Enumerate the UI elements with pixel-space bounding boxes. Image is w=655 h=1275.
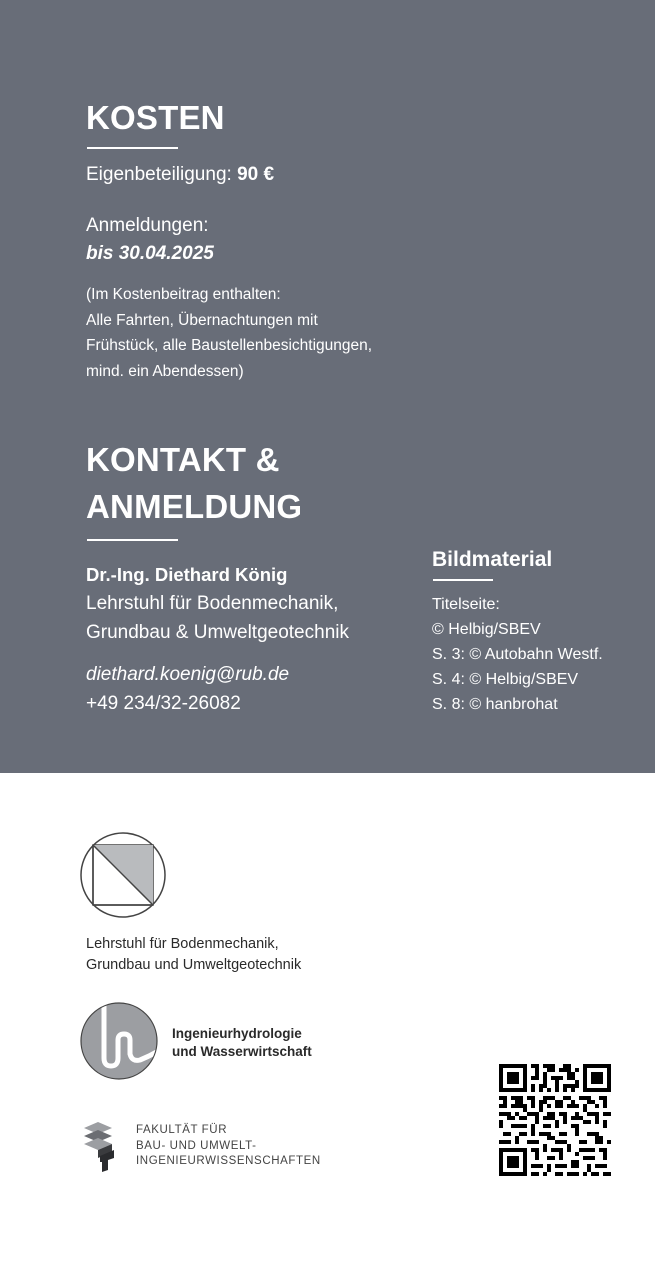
contact-chair-line2: Grundbau & Umweltgeotechnik	[86, 622, 349, 643]
kosten-note	[86, 282, 372, 384]
lehrstuhl-logo-text	[86, 934, 301, 976]
contact-phone: +49 234/32-26082	[86, 693, 241, 714]
kosten-note-line: mind. ein Abendessen)	[86, 362, 244, 380]
faculty-logo-icon	[84, 1122, 128, 1172]
kontakt-heading-line2: ANMELDUNG	[86, 488, 303, 525]
eigenbeteiligung-value: 90 €	[237, 164, 275, 185]
credit-line: S. 8: © hanbrohat	[432, 696, 558, 713]
hydro-line: und Wasserwirtschaft	[172, 1044, 312, 1059]
credit-line: S. 4: © Helbig/SBEV	[432, 671, 579, 688]
hydro-line: Ingenieurhydrologie	[172, 1026, 302, 1041]
faculty-line: FAKULTÄT FÜR	[136, 1124, 228, 1136]
eigenbeteiligung-label: Eigenbeteiligung:	[86, 164, 232, 185]
bildmaterial-credits	[432, 592, 603, 717]
kosten-rule	[87, 147, 178, 149]
kosten-note-line: (Im Kostenbeitrag enthalten:	[86, 286, 281, 303]
kosten-note-line: Frühstück, alle Baustellenbesichtigungen,	[86, 337, 373, 354]
anmeldungen-deadline: bis 30.04.2025	[86, 243, 214, 264]
kontakt-rule	[87, 539, 178, 541]
qr-code-icon[interactable]	[499, 1064, 611, 1176]
credit-line: © Helbig/SBEV	[432, 621, 541, 638]
lehrstuhl-line: Grundbau und Umweltgeotechnik	[86, 957, 302, 973]
contact-email-link[interactable]: diethard.koenig@rub.de	[86, 664, 290, 685]
hydrology-logo-text	[172, 1025, 312, 1061]
kontakt-heading-line1: KONTAKT &	[86, 441, 280, 478]
anmeldungen-label: Anmeldungen:	[86, 215, 209, 236]
contact-chair-line1: Lehrstuhl für Bodenmechanik,	[86, 593, 339, 614]
lehrstuhl-logo-icon	[78, 830, 170, 920]
kosten-heading: KOSTEN	[86, 99, 225, 136]
eigenbeteiligung-line	[86, 164, 274, 186]
kosten-note-line: Alle Fahrten, Übernachtungen mit	[86, 311, 318, 329]
faculty-line: INGENIEURWISSENSCHAFTEN	[136, 1155, 321, 1167]
faculty-line: BAU- UND UMWELT-	[136, 1139, 257, 1152]
contact-name: Dr.-Ing. Diethard König	[86, 564, 288, 585]
bildmaterial-heading: Bildmaterial	[432, 548, 553, 571]
credit-line: Titelseite:	[432, 596, 500, 613]
faculty-logo-text	[136, 1123, 321, 1170]
lehrstuhl-line: Lehrstuhl für Bodenmechanik,	[86, 936, 279, 952]
hydrology-logo-icon	[78, 1000, 160, 1082]
credit-line: S. 3: © Autobahn Westf.	[432, 646, 603, 663]
bildmaterial-rule	[433, 579, 493, 581]
